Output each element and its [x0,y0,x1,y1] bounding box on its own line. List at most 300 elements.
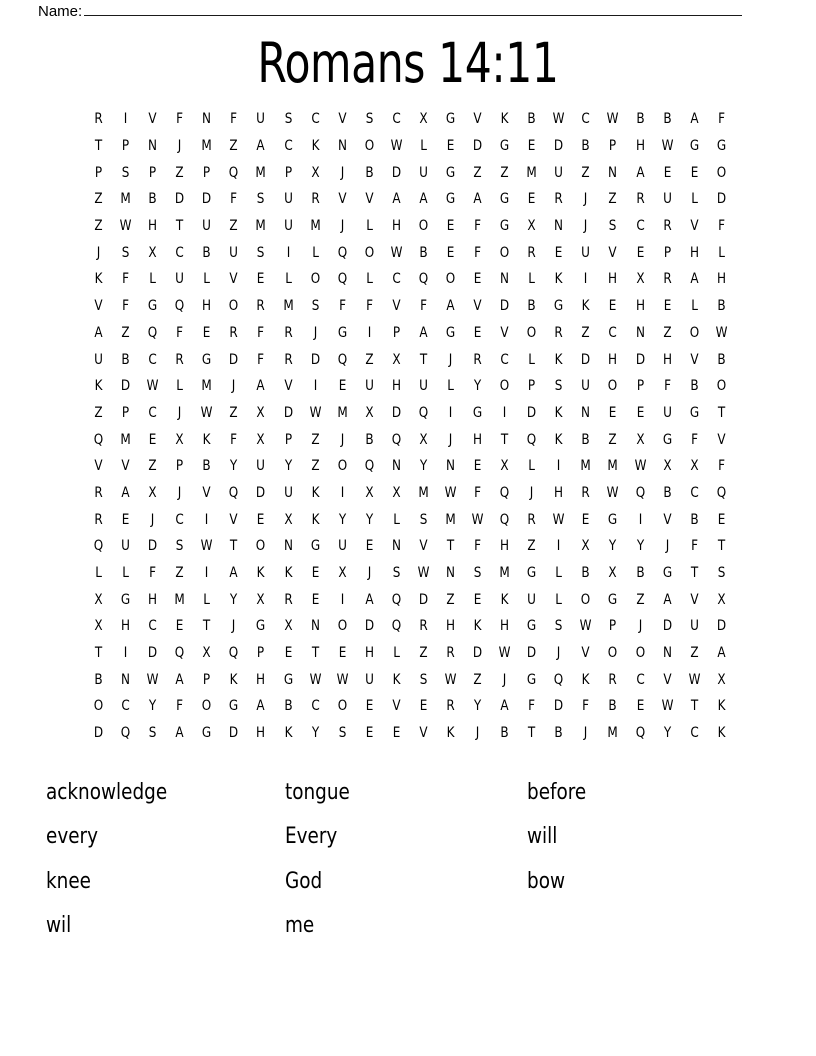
grid-letter[interactable]: M [607,725,619,742]
grid-letter[interactable]: E [663,298,671,315]
grid-letter[interactable]: H [256,725,266,742]
grid-letter[interactable]: R [608,671,618,688]
grid-letter[interactable]: F [176,111,184,128]
grid-letter[interactable]: K [717,698,726,715]
grid-letter[interactable]: S [609,218,617,235]
grid-letter[interactable]: S [338,725,347,742]
grid-letter[interactable]: X [148,484,157,501]
grid-letter[interactable]: L [203,591,211,608]
grid-letter[interactable]: H [148,591,158,608]
grid-letter[interactable]: G [662,565,672,582]
word-list-item[interactable]: will [527,824,558,850]
grid-letter[interactable]: S [473,565,482,582]
grid-letter[interactable]: D [229,351,239,368]
grid-letter[interactable]: D [256,484,266,501]
grid-letter[interactable]: W [552,511,565,528]
grid-letter[interactable]: B [663,484,672,501]
grid-letter[interactable]: A [717,645,726,662]
grid-letter[interactable]: D [364,618,374,635]
grid-letter[interactable]: D [418,591,429,608]
grid-letter[interactable]: Q [229,164,239,181]
grid-letter[interactable]: W [417,565,430,582]
grid-letter[interactable]: G [689,138,699,155]
grid-letter[interactable]: E [446,244,455,261]
grid-letter[interactable]: Y [663,725,671,742]
grid-letter[interactable]: Z [663,324,672,341]
grid-letter[interactable]: V [690,218,699,235]
grid-letter[interactable]: Z [581,164,591,181]
grid-letter[interactable]: B [202,458,211,475]
grid-letter[interactable]: K [581,671,590,688]
grid-letter[interactable]: W [119,218,132,235]
grid-letter[interactable]: H [121,618,131,635]
grid-letter[interactable]: G [527,671,537,688]
grid-letter[interactable]: B [717,298,726,315]
grid-letter[interactable]: I [123,111,128,128]
grid-letter[interactable]: E [365,698,374,715]
grid-letter[interactable]: D [527,404,537,421]
grid-letter[interactable]: I [584,271,588,288]
grid-letter[interactable]: Z [527,538,536,555]
grid-letter[interactable]: V [229,271,239,288]
grid-letter[interactable]: G [554,298,564,315]
grid-letter[interactable]: M [282,298,294,315]
grid-letter[interactable]: N [283,538,293,555]
grid-letter[interactable]: F [717,218,725,235]
grid-letter[interactable]: M [499,565,510,582]
grid-letter[interactable]: Y [473,698,482,715]
grid-letter[interactable]: Y [230,591,238,608]
grid-letter[interactable]: E [446,138,455,155]
grid-letter[interactable]: K [554,404,563,421]
grid-letter[interactable]: Z [500,164,509,181]
grid-letter[interactable]: K [554,431,563,448]
grid-letter[interactable]: R [581,484,591,501]
grid-letter[interactable]: I [502,404,507,421]
grid-letter[interactable]: P [257,645,265,662]
grid-letter[interactable]: V [581,645,591,662]
grid-letter[interactable]: C [175,244,184,261]
grid-letter[interactable]: Q [120,725,131,742]
grid-letter[interactable]: P [284,164,292,181]
grid-letter[interactable]: O [418,218,429,235]
grid-letter[interactable]: Q [337,271,347,288]
grid-letter[interactable]: H [608,271,618,288]
grid-letter[interactable]: Q [716,484,727,501]
grid-letter[interactable]: V [121,458,130,475]
grid-letter[interactable]: U [121,538,131,555]
grid-letter[interactable]: K [581,298,590,315]
grid-letter[interactable]: X [690,458,699,475]
grid-letter[interactable]: R [283,351,293,368]
grid-letter[interactable]: X [148,244,157,261]
grid-letter[interactable]: D [473,645,483,662]
grid-letter[interactable]: O [635,645,645,662]
grid-letter[interactable]: Q [93,431,104,448]
grid-letter[interactable]: Q [418,404,429,421]
grid-letter[interactable]: P [392,324,401,341]
grid-letter[interactable]: M [201,138,213,155]
grid-letter[interactable]: N [391,538,401,555]
grid-letter[interactable]: R [473,351,482,368]
grid-letter[interactable]: E [419,698,428,715]
grid-letter[interactable]: V [94,458,103,475]
grid-letter[interactable]: F [338,298,346,315]
grid-letter[interactable]: P [609,618,617,635]
grid-letter[interactable]: R [419,618,428,635]
grid-letter[interactable]: Z [365,351,374,368]
grid-letter[interactable]: F [176,698,184,715]
grid-letter[interactable]: L [420,138,427,155]
grid-letter[interactable]: C [690,484,699,501]
grid-letter[interactable]: H [662,351,672,368]
grid-letter[interactable]: E [636,244,644,261]
grid-letter[interactable]: L [447,378,454,395]
grid-letter[interactable]: I [367,324,372,341]
grid-letter[interactable]: C [283,138,293,155]
grid-letter[interactable]: J [177,404,182,421]
grid-letter[interactable]: G [445,191,456,208]
grid-letter[interactable]: K [284,565,293,582]
grid-letter[interactable]: X [581,538,591,555]
grid-letter[interactable]: B [635,111,645,128]
grid-letter[interactable]: X [608,565,618,582]
grid-letter[interactable]: K [554,271,563,288]
grid-letter[interactable]: B [663,111,672,128]
grid-letter[interactable]: O [608,378,618,395]
grid-letter[interactable]: O [202,698,212,715]
grid-letter[interactable]: N [391,458,401,475]
grid-letter[interactable]: T [717,538,725,555]
grid-letter[interactable]: A [419,191,428,208]
grid-letter[interactable]: K [311,484,320,501]
grid-letter[interactable]: Z [94,191,103,208]
grid-letter[interactable]: O [364,138,375,155]
grid-letter[interactable]: H [608,351,618,368]
grid-letter[interactable]: M [120,191,131,208]
grid-letter[interactable]: F [122,298,130,315]
grid-letter[interactable]: V [690,351,699,368]
grid-letter[interactable]: Y [284,458,292,475]
grid-letter[interactable]: H [635,298,645,315]
grid-letter[interactable]: G [608,511,618,528]
grid-letter[interactable]: L [393,511,400,528]
grid-letter[interactable]: Y [338,511,346,528]
grid-letter[interactable]: C [121,698,130,715]
grid-letter[interactable]: G [202,351,212,368]
grid-letter[interactable]: P [528,378,536,395]
grid-letter[interactable]: U [283,191,293,208]
grid-letter[interactable]: U [256,458,266,475]
grid-letter[interactable]: G [500,138,510,155]
grid-letter[interactable]: S [257,191,265,208]
grid-letter[interactable]: X [635,271,645,288]
grid-letter[interactable]: R [94,111,103,128]
grid-letter[interactable]: E [257,511,265,528]
grid-letter[interactable]: Y [609,538,617,555]
grid-letter[interactable]: R [310,191,320,208]
grid-letter[interactable]: C [635,218,645,235]
grid-letter[interactable]: B [527,111,536,128]
grid-letter[interactable]: U [662,191,672,208]
grid-letter[interactable]: E [365,538,374,555]
grid-letter[interactable]: D [554,698,564,715]
grid-letter[interactable]: X [202,645,211,662]
grid-letter[interactable]: U [175,271,185,288]
grid-letter[interactable]: H [256,671,266,688]
grid-letter[interactable]: W [634,458,647,475]
grid-letter[interactable]: A [121,484,130,501]
grid-letter[interactable]: O [689,324,699,341]
grid-letter[interactable]: U [94,351,103,368]
grid-letter[interactable]: E [284,645,292,662]
grid-letter[interactable]: G [229,698,239,715]
grid-letter[interactable]: E [609,404,617,421]
grid-letter[interactable]: X [392,484,401,501]
grid-letter[interactable]: A [392,191,401,208]
grid-letter[interactable]: Q [391,591,402,608]
grid-letter[interactable]: K [229,671,238,688]
grid-letter[interactable]: F [474,218,482,235]
grid-letter[interactable]: N [446,458,456,475]
grid-letter[interactable]: J [584,191,588,208]
grid-letter[interactable]: E [555,244,563,261]
grid-letter[interactable]: N [337,138,347,155]
grid-letter[interactable]: Q [93,538,104,555]
grid-letter[interactable]: Y [149,698,157,715]
grid-letter[interactable]: G [608,591,618,608]
grid-letter[interactable]: N [121,671,131,688]
grid-letter[interactable]: W [498,645,511,662]
grid-letter[interactable]: M [174,591,185,608]
grid-letter[interactable]: B [283,698,293,715]
grid-letter[interactable]: A [635,164,645,181]
grid-letter[interactable]: F [122,271,130,288]
grid-letter[interactable]: J [502,671,507,688]
grid-letter[interactable]: U [283,484,293,501]
grid-letter[interactable]: T [717,404,725,421]
grid-letter[interactable]: B [94,671,103,688]
grid-letter[interactable]: Q [418,271,429,288]
grid-letter[interactable]: M [309,218,321,235]
grid-letter[interactable]: M [418,484,429,501]
grid-letter[interactable]: U [527,591,537,608]
word-list-item[interactable]: before [527,780,587,805]
grid-letter[interactable]: A [500,698,509,715]
grid-letter[interactable]: U [202,218,212,235]
grid-letter[interactable]: B [365,164,374,181]
grid-letter[interactable]: F [663,378,671,395]
grid-letter[interactable]: K [94,378,103,395]
grid-letter[interactable]: X [419,111,428,128]
grid-letter[interactable]: I [340,591,345,608]
grid-letter[interactable]: V [473,298,482,315]
grid-letter[interactable]: J [340,431,345,448]
grid-letter[interactable]: G [716,138,726,155]
grid-letter[interactable]: R [256,298,266,315]
grid-letter[interactable]: N [608,164,618,181]
grid-letter[interactable]: X [392,351,401,368]
grid-letter[interactable]: E [473,458,482,475]
grid-letter[interactable]: X [365,484,374,501]
grid-letter[interactable]: Z [581,324,591,341]
grid-letter[interactable]: L [393,645,400,662]
grid-letter[interactable]: P [121,404,130,421]
grid-letter[interactable]: S [175,538,184,555]
grid-letter[interactable]: P [203,671,211,688]
grid-letter[interactable]: R [229,324,239,341]
grid-letter[interactable]: D [148,538,158,555]
grid-letter[interactable]: D [229,725,239,742]
grid-letter[interactable]: H [391,218,401,235]
grid-letter[interactable]: S [121,164,130,181]
grid-letter[interactable]: X [663,458,672,475]
grid-letter[interactable]: B [121,351,130,368]
grid-letter[interactable]: T [94,138,103,155]
grid-letter[interactable]: O [337,618,347,635]
grid-letter[interactable]: E [338,378,347,395]
grid-letter[interactable]: W [580,618,592,635]
grid-letter[interactable]: V [500,324,509,341]
grid-letter[interactable]: E [121,511,130,528]
grid-letter[interactable]: Z [94,404,103,421]
grid-letter[interactable]: V [392,698,401,715]
grid-letter[interactable]: K [554,351,563,368]
grid-letter[interactable]: X [94,618,103,635]
grid-letter[interactable]: Y [365,511,373,528]
grid-letter[interactable]: K [717,725,726,742]
grid-letter[interactable]: J [584,725,588,742]
grid-letter[interactable]: S [419,511,428,528]
grid-letter[interactable]: D [175,191,185,208]
grid-letter[interactable]: U [662,404,672,421]
grid-letter[interactable]: K [392,671,401,688]
grid-letter[interactable]: C [581,111,591,128]
grid-letter[interactable]: P [636,378,644,395]
grid-letter[interactable]: N [635,324,645,341]
grid-letter[interactable]: D [527,645,537,662]
grid-letter[interactable]: F [474,244,482,261]
grid-letter[interactable]: A [663,591,672,608]
grid-letter[interactable]: I [205,511,209,528]
grid-letter[interactable]: X [500,458,509,475]
grid-letter[interactable]: X [256,591,266,608]
grid-letter[interactable]: E [473,591,482,608]
grid-letter[interactable]: D [93,725,104,742]
grid-letter[interactable]: K [284,725,293,742]
grid-letter[interactable]: D [581,351,591,368]
grid-letter[interactable]: E [636,698,644,715]
grid-letter[interactable]: O [310,271,320,288]
grid-letter[interactable]: G [500,191,510,208]
grid-letter[interactable]: R [635,191,645,208]
grid-letter[interactable]: A [256,698,266,715]
grid-letter[interactable]: O [364,244,375,261]
grid-letter[interactable]: D [310,351,320,368]
grid-letter[interactable]: K [257,565,265,582]
grid-letter[interactable]: R [446,698,455,715]
grid-letter[interactable]: X [311,164,320,181]
grid-letter[interactable]: O [229,298,239,315]
grid-letter[interactable]: J [340,218,345,235]
grid-letter[interactable]: J [638,618,642,635]
grid-letter[interactable]: A [256,378,266,395]
grid-letter[interactable]: F [474,538,482,555]
grid-letter[interactable]: S [311,298,319,315]
grid-letter[interactable]: I [638,511,642,528]
word-list-item[interactable]: every [46,824,99,850]
grid-letter[interactable]: C [148,618,157,635]
grid-letter[interactable]: N [500,271,510,288]
grid-letter[interactable]: J [584,218,588,235]
grid-letter[interactable]: J [313,324,317,341]
grid-letter[interactable]: L [528,271,536,288]
grid-letter[interactable]: I [286,244,290,261]
grid-letter[interactable]: H [716,271,726,288]
grid-letter[interactable]: Q [229,484,239,501]
grid-letter[interactable]: A [446,298,455,315]
grid-letter[interactable]: G [148,298,158,315]
grid-letter[interactable]: D [662,618,672,635]
grid-letter[interactable]: Q [554,671,564,688]
grid-letter[interactable]: Z [148,458,157,475]
grid-letter[interactable]: G [500,218,510,235]
grid-letter[interactable]: L [365,218,373,235]
grid-letter[interactable]: F [230,431,238,448]
grid-letter[interactable]: M [526,164,537,181]
grid-letter[interactable]: W [390,244,403,261]
grid-letter[interactable]: W [309,404,322,421]
grid-letter[interactable]: T [94,645,103,662]
grid-letter[interactable]: L [555,591,563,608]
grid-letter[interactable]: C [635,671,645,688]
grid-letter[interactable]: Z [473,671,482,688]
grid-letter[interactable]: G [256,618,266,635]
grid-letter[interactable]: A [690,111,699,128]
grid-letter[interactable]: X [338,565,347,582]
grid-letter[interactable]: J [448,431,453,448]
grid-letter[interactable]: V [419,725,428,742]
grid-letter[interactable]: T [690,565,698,582]
grid-letter[interactable]: F [690,431,698,448]
grid-letter[interactable]: Z [121,324,130,341]
grid-letter[interactable]: D [554,138,564,155]
grid-letter[interactable]: G [527,565,537,582]
grid-letter[interactable]: V [365,191,374,208]
grid-letter[interactable]: P [94,164,103,181]
grid-letter[interactable]: D [391,404,402,421]
grid-letter[interactable]: M [255,218,267,235]
grid-letter[interactable]: H [500,618,510,635]
grid-letter[interactable]: Q [147,324,158,341]
grid-letter[interactable]: F [230,191,238,208]
grid-letter[interactable]: P [663,244,671,261]
grid-letter[interactable]: R [663,271,672,288]
grid-letter[interactable]: K [311,511,320,528]
grid-letter[interactable]: T [690,698,698,715]
grid-letter[interactable]: R [94,511,103,528]
grid-letter[interactable]: V [717,431,726,448]
grid-letter[interactable]: X [256,404,266,421]
grid-letter[interactable]: F [230,111,238,128]
grid-letter[interactable]: I [448,404,453,421]
word-list-item[interactable]: acknowledge [46,780,168,805]
grid-letter[interactable]: Z [229,404,239,421]
grid-letter[interactable]: W [471,511,484,528]
grid-letter[interactable]: L [528,458,536,475]
grid-letter[interactable]: D [716,618,726,635]
grid-letter[interactable]: W [552,111,565,128]
